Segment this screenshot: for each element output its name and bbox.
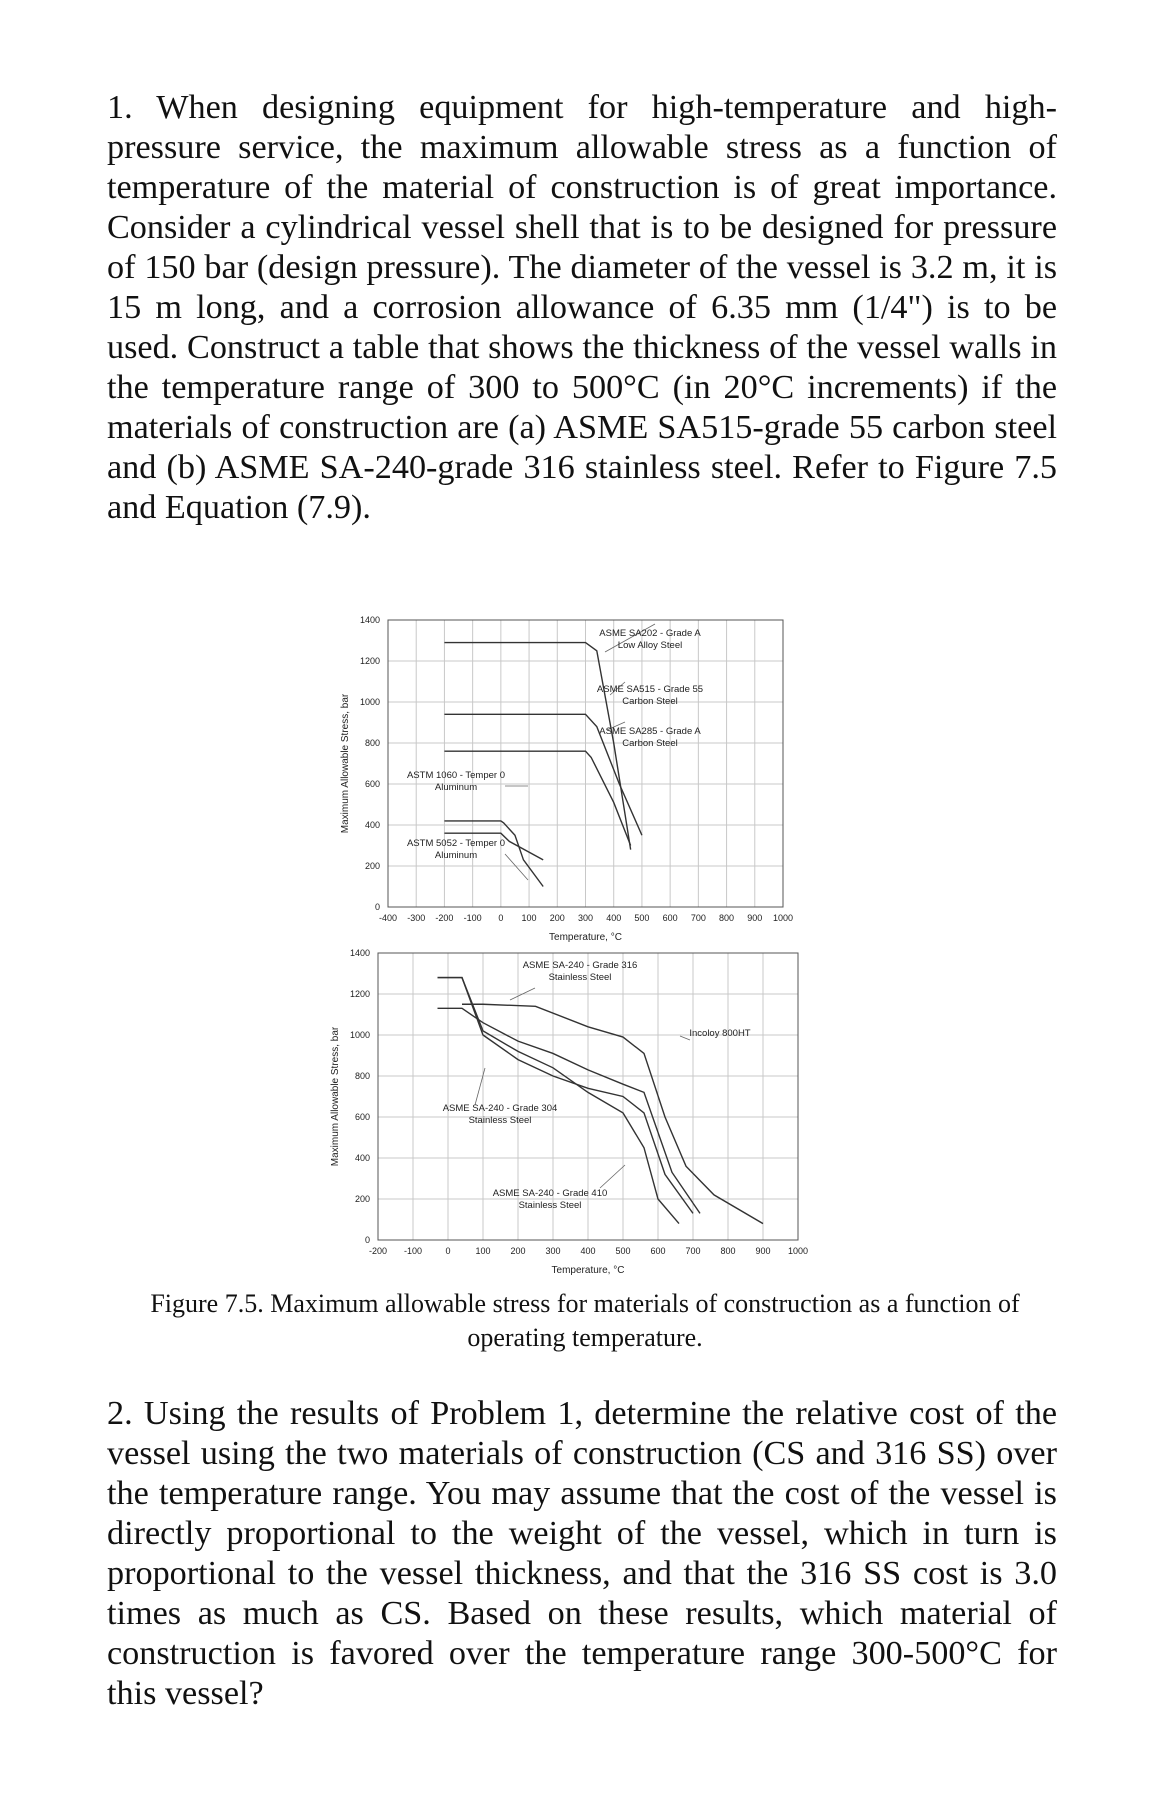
series-annotation: ASME SA-240 - Grade 304 [442,1103,558,1114]
x-tick-label: 300 [545,1246,561,1256]
x-tick-label: -100 [403,1246,423,1256]
series-annotation: Stainless Steel [518,1200,582,1211]
figure-caption: Figure 7.5. Maximum allowable stress for materials of construction as a function of operating temperature. [150,1289,1020,1352]
y-tick-label: 0 [374,902,380,912]
y-tick-label: 200 [354,1194,370,1204]
y-tick-label: 400 [354,1153,370,1163]
x-tick-label: -200 [368,1246,388,1256]
x-tick-label: 400 [606,913,622,923]
series-annotation: Carbon Steel [622,738,678,749]
x-tick-label: -300 [407,913,426,923]
x-tick-label: 500 [615,1246,631,1256]
series-annotation: Stainless Steel [468,1115,532,1126]
series-annotation: ASTM 5052 - Temper 0 [406,838,506,849]
x-tick-label: 100 [521,913,537,923]
x-tick-label: 100 [475,1246,491,1256]
y-tick-label: 200 [364,861,380,871]
y-tick-label: 1400 [349,948,370,958]
x-tick-label: 700 [685,1246,701,1256]
x-tick-label: -400 [378,913,398,923]
problem-1-text: 1. When designing equipment for high-temperature and high-pressure service, the maximum allowable stress as a function of temperature of the material of construction is of great importance. Consider a cylindrical vessel shell that is to be designed for pressure of 150 bar (design pressure). The diameter of the vessel is 3.2 m, it is 15 m long, and a corrosion allowance of 6.35 mm (1/4") is to be used. Construct a table that shows the thickness of the vessel walls in the temperature range of 300 to 500°C (in 20°C increments) if the materials of construction are (a) ASME SA515-grade 55 carbon steel and (b) ASME SA-240-grade 316 stainless steel. Refer to Figure 7.5 and Equation (7.9). [107,89,1057,526]
chart-stress-carbon-steels [340,615,793,943]
x-tick-label: 600 [650,1246,666,1256]
y-tick-label: 400 [364,820,380,830]
y-tick-label: 1000 [359,697,380,707]
y-tick-label: 1400 [359,615,380,625]
series-annotation: ASME SA-240 - Grade 316 [522,960,638,971]
series-annotation: ASME SA515 - Grade 55 [596,684,704,695]
y-axis-label: Maximum Allowable Stress, bar [340,693,351,834]
problem-2-text: 2. Using the results of Problem 1, determine the relative cost of the vessel using the two materials of construction (CS and 316 SS) over the temperature range. You may assume that the cost of the vessel is directly proportional to the weight of the vessel, which in turn is proportional to the vessel thickness, and that the 316 SS cost is 3.0 times as much as CS. Based on these results, which material of construction is favored over the temperature range 300-500°C for this vessel? [107,1395,1057,1712]
leader-line [505,854,528,880]
x-tick-label: 0 [445,1246,451,1256]
series-annotation: ASME SA285 - Grade A [599,726,701,737]
y-tick-label: 800 [364,738,380,748]
x-tick-label: 900 [755,1246,771,1256]
y-tick-label: 1000 [349,1030,370,1040]
x-axis-label: Temperature, °C [549,932,622,943]
y-tick-label: 1200 [359,656,380,666]
x-tick-label: 400 [580,1246,596,1256]
y-tick-label: 800 [354,1071,370,1081]
series-annotation: ASME SA202 - Grade A [599,628,701,639]
series-annotation: Aluminum [434,782,478,793]
series-annotation: Carbon Steel [622,696,678,707]
y-tick-label: 1200 [349,989,370,999]
x-tick-label: 800 [720,1246,736,1256]
x-tick-label: 300 [577,913,594,923]
x-tick-label: 700 [690,913,706,923]
series-annotation: Low Alloy Steel [617,640,683,651]
x-tick-label: 500 [634,913,650,923]
x-tick-label: -100 [463,913,482,923]
x-tick-label: 200 [510,1246,526,1256]
x-tick-label: 800 [719,913,735,923]
y-tick-label: 0 [364,1235,370,1245]
x-axis-label: Temperature, °C [551,1265,625,1276]
series-annotation: ASME SA-240 - Grade 410 [492,1188,608,1199]
x-tick-label: 200 [549,913,565,923]
x-tick-label: 600 [662,913,678,923]
series-annotation: Stainless Steel [548,972,612,983]
series-annotation: Aluminum [434,850,478,861]
chart-stress-stainless-steels [330,948,808,1276]
y-tick-label: 600 [364,779,380,789]
x-tick-label: 1000 [772,913,794,923]
x-tick-label: 1000 [787,1246,809,1256]
leader-line [600,1165,625,1188]
x-tick-label: -200 [435,913,454,923]
x-tick-label: 0 [498,913,504,923]
y-axis-label: Maximum Allowable Stress, bar [330,1026,341,1167]
y-tick-label: 600 [354,1112,370,1122]
series-annotation: Incoloy 800HT [689,1028,751,1039]
x-tick-label: 900 [747,913,763,923]
series-annotation: ASTM 1060 - Temper 0 [406,770,506,781]
